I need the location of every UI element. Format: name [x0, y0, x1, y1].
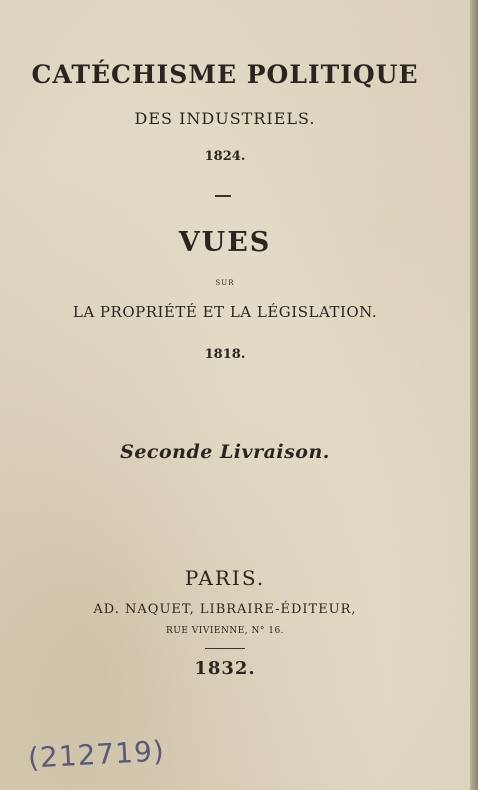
separator-dash: [215, 195, 231, 197]
livraison-label: Seconde Livraison.: [120, 441, 330, 463]
page-edge: [470, 0, 478, 790]
sur-label: SUR: [215, 279, 235, 287]
second-title: VUES: [178, 227, 272, 258]
imprint-city: PARIS.: [184, 566, 266, 590]
year-1824: 1824.: [204, 149, 246, 164]
year-1818: 1818.: [204, 347, 246, 362]
publisher-address: RUE VIVIENNE, N° 16.: [165, 626, 285, 636]
second-subtitle: LA PROPRIÉTÉ ET LA LÉGISLATION.: [72, 303, 378, 321]
handwritten-shelfmark: (212719): [27, 734, 166, 775]
publisher-name: AD. NAQUET, LIBRAIRE-ÉDITEUR,: [93, 602, 357, 617]
publication-year: 1832.: [194, 658, 256, 679]
imprint-rule: [205, 648, 245, 649]
book-subtitle: DES INDUSTRIELS.: [134, 109, 316, 128]
book-title: CATÉCHISME POLITIQUE: [31, 60, 419, 89]
